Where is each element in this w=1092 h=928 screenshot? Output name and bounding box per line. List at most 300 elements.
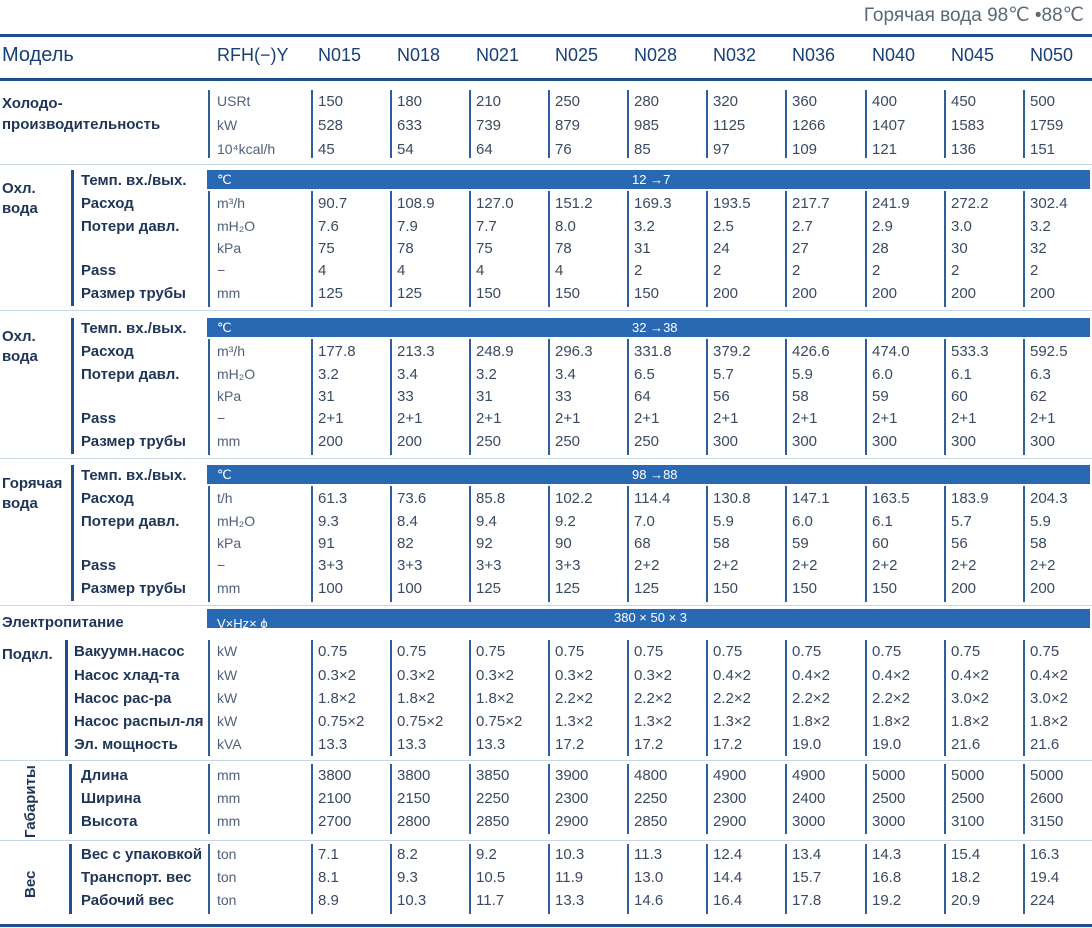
value-cell: 12.4 bbox=[713, 846, 743, 863]
value-cell: 2.5 bbox=[713, 218, 734, 235]
value-cell: 300 bbox=[1030, 433, 1056, 450]
value-cell: 2300 bbox=[713, 790, 747, 807]
value-cell: 62 bbox=[1030, 388, 1047, 405]
value-cell: 3.2 bbox=[476, 366, 497, 383]
value-cell: 250 bbox=[476, 433, 502, 450]
model-column-n045: N045 bbox=[951, 45, 995, 65]
value-cell: 200 bbox=[1030, 285, 1056, 302]
value-cell: 0.3×2 bbox=[397, 667, 435, 684]
capacity-column-bar bbox=[390, 90, 392, 158]
value-cell: 5000 bbox=[951, 767, 985, 784]
value-cell: 2250 bbox=[634, 790, 668, 807]
value-cell: 0.75×2 bbox=[397, 713, 444, 730]
model-column-n050: N050 bbox=[1030, 45, 1074, 65]
value-cell: 2+2 bbox=[872, 557, 898, 574]
value-cell: 1407 bbox=[872, 117, 906, 134]
dimensions-column-bar bbox=[469, 764, 471, 834]
section-label-line1: Охл. bbox=[2, 180, 36, 197]
value-cell: 15.7 bbox=[792, 869, 822, 886]
connections-unit-bar bbox=[208, 640, 210, 756]
value-cell: 0.75 bbox=[555, 643, 585, 660]
value-cell: 31 bbox=[318, 388, 335, 405]
value-cell: 2.2×2 bbox=[713, 690, 751, 707]
section-label-line1: Охл. bbox=[2, 328, 36, 345]
value-cell: 2+1 bbox=[951, 410, 977, 427]
value-cell: 125 bbox=[634, 580, 660, 597]
value-cell: 2850 bbox=[634, 813, 668, 830]
type-header: RFH(−)Y bbox=[217, 45, 289, 65]
value-cell: 2+2 bbox=[1030, 557, 1056, 574]
value-cell: 331.8 bbox=[634, 343, 672, 360]
unit-cell: m³/h bbox=[217, 343, 245, 359]
unit-cell: ton bbox=[217, 869, 237, 885]
temperature-band-unit: ℃ bbox=[217, 320, 232, 335]
section-0-column-bar bbox=[390, 191, 392, 307]
value-cell: 91 bbox=[318, 535, 335, 552]
value-cell: 21.6 bbox=[951, 736, 981, 753]
value-cell: 3.0×2 bbox=[951, 690, 989, 707]
value-cell: 7.9 bbox=[397, 218, 418, 235]
value-cell: 13.0 bbox=[634, 869, 664, 886]
value-cell: 1759 bbox=[1030, 117, 1064, 134]
value-cell: 9.3 bbox=[318, 513, 339, 530]
value-cell: 1266 bbox=[792, 117, 826, 134]
value-cell: 78 bbox=[397, 240, 414, 257]
section-rule bbox=[0, 760, 1092, 761]
unit-cell: mm bbox=[217, 813, 241, 829]
value-cell: 21.6 bbox=[1030, 736, 1060, 753]
value-cell: 2 bbox=[634, 262, 643, 279]
value-cell: 8.9 bbox=[318, 892, 339, 909]
value-cell: 58 bbox=[792, 388, 809, 405]
corner-note: Горячая вода 98℃ •88℃ bbox=[863, 5, 1084, 26]
value-cell: 0.75 bbox=[792, 643, 822, 660]
value-cell: 2.2×2 bbox=[555, 690, 593, 707]
section-1-column-bar bbox=[785, 339, 787, 455]
header-top-rule bbox=[0, 34, 1092, 37]
model-header: Модель bbox=[2, 44, 74, 66]
value-cell: 125 bbox=[318, 285, 344, 302]
value-cell: 3000 bbox=[872, 813, 906, 830]
capacity-column-bar bbox=[627, 90, 629, 158]
value-cell: 6.3 bbox=[1030, 366, 1051, 383]
value-cell: 136 bbox=[951, 141, 977, 158]
value-cell: 15.4 bbox=[951, 846, 981, 863]
value-cell: 2.7 bbox=[792, 218, 813, 235]
section-2-column-bar bbox=[785, 486, 787, 602]
value-cell: 4900 bbox=[792, 767, 826, 784]
dimensions-label: Габариты bbox=[22, 765, 39, 838]
value-cell: 64 bbox=[476, 141, 493, 158]
value-cell: 33 bbox=[555, 388, 572, 405]
section-1-column-bar bbox=[1023, 339, 1025, 455]
dimensions-unit-bar bbox=[208, 764, 210, 834]
value-cell: 0.75 bbox=[951, 643, 981, 660]
value-cell: 2400 bbox=[792, 790, 826, 807]
row-label: Темп. вх./вых. bbox=[81, 172, 187, 189]
connections-column-bar bbox=[548, 640, 550, 756]
value-cell: 10.3 bbox=[397, 892, 427, 909]
value-cell: 151.2 bbox=[555, 195, 593, 212]
temperature-band-value: 32 →38 bbox=[632, 320, 678, 335]
value-cell: 400 bbox=[872, 93, 898, 110]
value-cell: 300 bbox=[792, 433, 818, 450]
value-cell: 4 bbox=[555, 262, 564, 279]
connections-column-bar bbox=[390, 640, 392, 756]
value-cell: 75 bbox=[476, 240, 493, 257]
value-cell: 17.2 bbox=[713, 736, 743, 753]
capacity-unit-bar bbox=[208, 90, 210, 158]
unit-cell: t/h bbox=[217, 490, 233, 506]
connections-column-bar bbox=[1023, 640, 1025, 756]
value-cell: 2900 bbox=[555, 813, 589, 830]
value-cell: 2+1 bbox=[1030, 410, 1056, 427]
section-2-column-bar bbox=[706, 486, 708, 602]
value-cell: 2+2 bbox=[713, 557, 739, 574]
value-cell: 879 bbox=[555, 117, 581, 134]
value-cell: 13.3 bbox=[397, 736, 427, 753]
value-cell: 60 bbox=[872, 535, 889, 552]
value-cell: 3000 bbox=[792, 813, 826, 830]
value-cell: 1125 bbox=[713, 117, 746, 134]
unit-cell: kW bbox=[217, 690, 238, 706]
value-cell: 163.5 bbox=[872, 490, 910, 507]
value-cell: 19.0 bbox=[872, 736, 902, 753]
value-cell: 10.5 bbox=[476, 869, 506, 886]
row-label: Вес с упаковкой bbox=[81, 846, 203, 863]
dimensions-column-bar bbox=[627, 764, 629, 834]
row-label: Потери давл. bbox=[81, 218, 180, 235]
value-cell: 14.6 bbox=[634, 892, 664, 909]
value-cell: 528 bbox=[318, 117, 344, 134]
row-label: Насос рас-ра bbox=[74, 690, 172, 707]
value-cell: 200 bbox=[951, 580, 977, 597]
value-cell: 59 bbox=[872, 388, 889, 405]
value-cell: 2.2×2 bbox=[872, 690, 910, 707]
value-cell: 0.75 bbox=[318, 643, 348, 660]
value-cell: 5.7 bbox=[951, 513, 972, 530]
value-cell: 45 bbox=[318, 141, 335, 158]
value-cell: 13.3 bbox=[318, 736, 348, 753]
value-cell: 0.75 bbox=[713, 643, 743, 660]
power-band-unit: V×Hz× ϕ bbox=[217, 616, 268, 631]
value-cell: 17.2 bbox=[555, 736, 585, 753]
unit-cell: mH₂O bbox=[217, 366, 256, 382]
value-cell: 125 bbox=[476, 580, 502, 597]
value-cell: 200 bbox=[792, 285, 818, 302]
unit-cell: USRt bbox=[217, 93, 251, 109]
value-cell: 3100 bbox=[951, 813, 985, 830]
value-cell: 6.5 bbox=[634, 366, 655, 383]
value-cell: 4800 bbox=[634, 767, 668, 784]
value-cell: 14.4 bbox=[713, 869, 743, 886]
value-cell: 19.4 bbox=[1030, 869, 1060, 886]
value-cell: 3800 bbox=[318, 767, 352, 784]
row-label: Потери давл. bbox=[81, 366, 180, 383]
value-cell: 31 bbox=[476, 388, 493, 405]
section-rule bbox=[0, 458, 1092, 459]
value-cell: 56 bbox=[713, 388, 730, 405]
value-cell: 2+1 bbox=[713, 410, 739, 427]
value-cell: 6.1 bbox=[951, 366, 972, 383]
section-rule bbox=[0, 605, 1092, 606]
unit-cell: mm bbox=[217, 433, 241, 449]
section-2-column-bar bbox=[944, 486, 946, 602]
model-column-n036: N036 bbox=[792, 45, 836, 65]
model-column-n021: N021 bbox=[476, 45, 520, 65]
value-cell: 9.4 bbox=[476, 513, 497, 530]
value-cell: 302.4 bbox=[1030, 195, 1068, 212]
section-group-bar bbox=[71, 318, 74, 454]
value-cell: 32 bbox=[1030, 240, 1047, 257]
row-label: Размер трубы bbox=[81, 580, 186, 597]
unit-cell: kVA bbox=[217, 736, 242, 752]
value-cell: 450 bbox=[951, 93, 977, 110]
value-cell: 8.0 bbox=[555, 218, 576, 235]
row-label: Темп. вх./вых. bbox=[81, 467, 187, 484]
value-cell: 2250 bbox=[476, 790, 510, 807]
temperature-band-value: 98 →88 bbox=[632, 467, 678, 482]
value-cell: 0.75 bbox=[872, 643, 902, 660]
unit-cell: mH₂O bbox=[217, 218, 256, 234]
capacity-column-bar bbox=[785, 90, 787, 158]
unit-cell: m³/h bbox=[217, 195, 245, 211]
value-cell: 82 bbox=[397, 535, 414, 552]
section-1-column-bar bbox=[944, 339, 946, 455]
unit-cell: kW bbox=[217, 117, 238, 133]
value-cell: 3.0×2 bbox=[1030, 690, 1068, 707]
section-2-column-bar bbox=[548, 486, 550, 602]
row-label: Эл. мощность bbox=[74, 736, 178, 753]
capacity-column-bar bbox=[1023, 90, 1025, 158]
value-cell: 250 bbox=[555, 93, 581, 110]
value-cell: 1583 bbox=[951, 117, 985, 134]
value-cell: 5000 bbox=[1030, 767, 1064, 784]
value-cell: 4 bbox=[476, 262, 485, 279]
value-cell: 250 bbox=[634, 433, 660, 450]
value-cell: 108.9 bbox=[397, 195, 435, 212]
section-1-column-bar bbox=[627, 339, 629, 455]
value-cell: 147.1 bbox=[792, 490, 830, 507]
power-band-value: 380 × 50 × 3 bbox=[614, 610, 688, 625]
row-label: Транспорт. вес bbox=[81, 869, 192, 886]
value-cell: 17.8 bbox=[792, 892, 822, 909]
value-cell: 296.3 bbox=[555, 343, 593, 360]
section-1-column-bar bbox=[311, 339, 313, 455]
row-label: Высота bbox=[81, 813, 138, 830]
value-cell: 85 bbox=[634, 141, 651, 158]
unit-cell: ton bbox=[217, 846, 237, 862]
value-cell: 474.0 bbox=[872, 343, 910, 360]
capacity-label-line1: Холодо- bbox=[2, 95, 63, 112]
dimensions-column-bar bbox=[311, 764, 313, 834]
value-cell: 30 bbox=[951, 240, 968, 257]
value-cell: 0.75 bbox=[1030, 643, 1060, 660]
value-cell: 2+1 bbox=[634, 410, 660, 427]
value-cell: 16.3 bbox=[1030, 846, 1060, 863]
unit-cell: − bbox=[217, 262, 226, 278]
weight-column-bar bbox=[785, 844, 787, 914]
value-cell: 14.3 bbox=[872, 846, 902, 863]
value-cell: 985 bbox=[634, 117, 660, 134]
value-cell: 3+3 bbox=[397, 557, 423, 574]
row-label: Расход bbox=[81, 490, 134, 507]
value-cell: 19.2 bbox=[872, 892, 902, 909]
weight-column-bar bbox=[548, 844, 550, 914]
section-2-column-bar bbox=[1023, 486, 1025, 602]
row-label: Pass bbox=[81, 557, 117, 574]
value-cell: 300 bbox=[713, 433, 739, 450]
section-0-column-bar bbox=[944, 191, 946, 307]
dimensions-column-bar bbox=[785, 764, 787, 834]
value-cell: 8.4 bbox=[397, 513, 418, 530]
value-cell: 78 bbox=[555, 240, 572, 257]
value-cell: 150 bbox=[476, 285, 502, 302]
value-cell: 18.2 bbox=[951, 869, 981, 886]
value-cell: 241.9 bbox=[872, 195, 910, 212]
value-cell: 56 bbox=[951, 535, 968, 552]
model-column-n018: N018 bbox=[397, 45, 441, 65]
value-cell: 0.75×2 bbox=[476, 713, 523, 730]
header-bottom-rule bbox=[0, 78, 1092, 81]
section-0-unit-bar bbox=[208, 191, 210, 307]
value-cell: 31 bbox=[634, 240, 651, 257]
value-cell: 3.4 bbox=[397, 366, 418, 383]
value-cell: 2850 bbox=[476, 813, 510, 830]
connections-group-bar bbox=[65, 640, 68, 756]
value-cell: 2100 bbox=[318, 790, 352, 807]
model-column-n025: N025 bbox=[555, 45, 599, 65]
value-cell: 150 bbox=[555, 285, 581, 302]
row-label: Расход bbox=[81, 195, 134, 212]
value-cell: 3.0 bbox=[951, 218, 972, 235]
value-cell: 592.5 bbox=[1030, 343, 1068, 360]
value-cell: 150 bbox=[634, 285, 660, 302]
value-cell: 7.6 bbox=[318, 218, 339, 235]
value-cell: 200 bbox=[397, 433, 423, 450]
value-cell: 0.4×2 bbox=[951, 667, 989, 684]
section-2-column-bar bbox=[390, 486, 392, 602]
row-label: Насос распыл-ля bbox=[74, 713, 204, 730]
value-cell: 0.75 bbox=[397, 643, 427, 660]
dimensions-column-bar bbox=[548, 764, 550, 834]
value-cell: 9.2 bbox=[555, 513, 576, 530]
value-cell: 125 bbox=[555, 580, 581, 597]
capacity-column-bar bbox=[706, 90, 708, 158]
value-cell: 2 bbox=[951, 262, 960, 279]
weight-unit-bar bbox=[208, 844, 210, 914]
section-rule bbox=[0, 840, 1092, 841]
value-cell: 183.9 bbox=[951, 490, 989, 507]
value-cell: 0.4×2 bbox=[792, 667, 830, 684]
value-cell: 360 bbox=[792, 93, 818, 110]
value-cell: 2300 bbox=[555, 790, 589, 807]
section-0-column-bar bbox=[706, 191, 708, 307]
value-cell: 2150 bbox=[397, 790, 431, 807]
value-cell: 28 bbox=[872, 240, 889, 257]
section-0-column-bar bbox=[311, 191, 313, 307]
connections-label: Подкл. bbox=[2, 646, 53, 663]
value-cell: 200 bbox=[318, 433, 344, 450]
value-cell: 20.9 bbox=[951, 892, 981, 909]
value-cell: 58 bbox=[713, 535, 730, 552]
value-cell: 2+2 bbox=[792, 557, 818, 574]
unit-cell: ton bbox=[217, 892, 237, 908]
value-cell: 61.3 bbox=[318, 490, 348, 507]
value-cell: 100 bbox=[397, 580, 423, 597]
value-cell: 2 bbox=[713, 262, 722, 279]
capacity-column-bar bbox=[944, 90, 946, 158]
section-group-bar bbox=[71, 465, 74, 601]
value-cell: 0.4×2 bbox=[713, 667, 751, 684]
connections-column-bar bbox=[785, 640, 787, 756]
section-1-column-bar bbox=[390, 339, 392, 455]
value-cell: 1.8×2 bbox=[1030, 713, 1068, 730]
row-label: Длина bbox=[81, 767, 128, 784]
row-label: Потери давл. bbox=[81, 513, 180, 530]
value-cell: 200 bbox=[872, 285, 898, 302]
value-cell: 272.2 bbox=[951, 195, 989, 212]
value-cell: 4900 bbox=[713, 767, 747, 784]
capacity-label-line2: производительность bbox=[2, 116, 161, 133]
value-cell: 1.8×2 bbox=[476, 690, 514, 707]
unit-cell: kW bbox=[217, 643, 238, 659]
value-cell: 193.5 bbox=[713, 195, 751, 212]
value-cell: 6.0 bbox=[872, 366, 893, 383]
value-cell: 2500 bbox=[872, 790, 906, 807]
value-cell: 5.9 bbox=[713, 513, 734, 530]
value-cell: 1.3×2 bbox=[555, 713, 593, 730]
weight-column-bar bbox=[469, 844, 471, 914]
unit-cell: 10⁴kcal/h bbox=[217, 141, 276, 157]
section-0-column-bar bbox=[548, 191, 550, 307]
value-cell: 2800 bbox=[397, 813, 431, 830]
dimensions-column-bar bbox=[1023, 764, 1025, 834]
unit-cell: − bbox=[217, 410, 226, 426]
section-1-column-bar bbox=[706, 339, 708, 455]
value-cell: 210 bbox=[476, 93, 502, 110]
value-cell: 7.0 bbox=[634, 513, 655, 530]
row-label: Размер трубы bbox=[81, 433, 186, 450]
value-cell: 500 bbox=[1030, 93, 1056, 110]
value-cell: 1.8×2 bbox=[872, 713, 910, 730]
value-cell: 2+1 bbox=[318, 410, 344, 427]
value-cell: 121 bbox=[872, 141, 898, 158]
weight-column-bar bbox=[706, 844, 708, 914]
value-cell: 0.75 bbox=[476, 643, 506, 660]
value-cell: 13.4 bbox=[792, 846, 822, 863]
value-cell: 1.8×2 bbox=[951, 713, 989, 730]
value-cell: 633 bbox=[397, 117, 423, 134]
unit-cell: kW bbox=[217, 667, 238, 683]
unit-cell: mm bbox=[217, 580, 241, 596]
value-cell: 3+3 bbox=[476, 557, 502, 574]
value-cell: 2600 bbox=[1030, 790, 1064, 807]
value-cell: 2.9 bbox=[872, 218, 893, 235]
section-0-column-bar bbox=[785, 191, 787, 307]
model-column-n032: N032 bbox=[713, 45, 757, 65]
value-cell: 13.3 bbox=[555, 892, 585, 909]
value-cell: 0.4×2 bbox=[872, 667, 910, 684]
value-cell: 3+3 bbox=[555, 557, 581, 574]
value-cell: 150 bbox=[318, 93, 344, 110]
value-cell: 2700 bbox=[318, 813, 352, 830]
value-cell: 3.4 bbox=[555, 366, 576, 383]
value-cell: 0.75 bbox=[634, 643, 664, 660]
value-cell: 320 bbox=[713, 93, 739, 110]
section-1-unit-bar bbox=[208, 339, 210, 455]
value-cell: 200 bbox=[951, 285, 977, 302]
